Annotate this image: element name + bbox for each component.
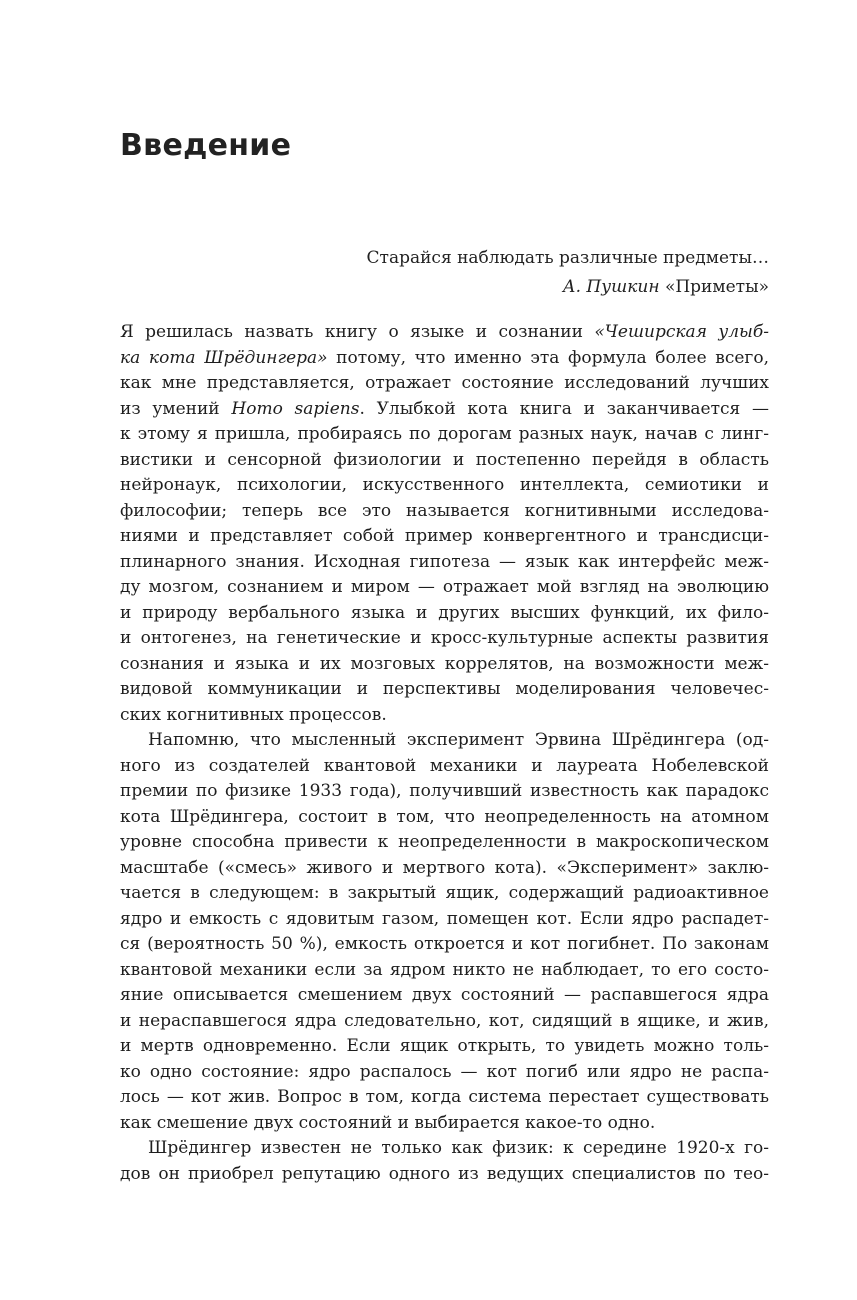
text-line: [120, 754, 769, 780]
text-run: лось — кот жив. Вопрос в том, когда система перестает существовать: [120, 1087, 769, 1107]
text-run: премии по физике 1933 года), получивший известность как парадокс: [120, 781, 769, 801]
text-line: [120, 346, 769, 372]
text-run: видовой коммуникации и перспективы моделирования человечес-: [120, 679, 769, 699]
text-run: ниями и представляет собой пример конвергентного и трансдисци-: [120, 526, 769, 546]
text-line: [120, 499, 769, 525]
text-run: из умений: [120, 398, 232, 419]
text-line: [120, 320, 769, 346]
text-run: чается в следующем: в закрытый ящик, содержащий радиоактивное: [120, 883, 769, 903]
text-run: Шрёдингер известен не только как физик: к середине 1920-х го-: [148, 1138, 769, 1158]
text-run: уровне способна привести к неопределенности в макроскопическом: [120, 832, 769, 852]
text-line: [120, 983, 769, 1009]
text-line: [120, 907, 769, 933]
italic-run: «Чеширская улыб-: [594, 322, 769, 342]
text-run: яние описывается смешением двух состояний — распавшегося ядра: [120, 985, 769, 1005]
text-line: [120, 1034, 769, 1060]
text-line: [120, 371, 769, 397]
epigraph-source: «Приметы»: [664, 277, 769, 297]
text-run: кота Шрёдингера, состоит в том, что неопределенность на атомном: [120, 806, 769, 827]
text-run: масштабе («смесь» живого и мертвого кота). «Эксперимент» заклю-: [120, 857, 769, 878]
text-line: [120, 652, 769, 678]
text-run: ских когнитивных процессов.: [120, 704, 387, 725]
text-run: Я решилась назвать книгу о языке и сознании: [120, 322, 595, 342]
text-run: плинарного знания. Исходная гипотеза — язык как интерфейс меж-: [120, 551, 769, 572]
text-run: и онтогенез, на генетические и кросс-культурные аспекты развития: [120, 628, 769, 648]
text-run: и нераспавшегося ядра следовательно, кот, сидящий в ящике, и жив,: [120, 1010, 769, 1031]
epigraph-quote: Старайся наблюдать различные предметы…: [366, 248, 769, 268]
text-line: [120, 397, 769, 423]
epigraph: [169, 244, 769, 302]
text-line: [120, 524, 769, 550]
text-line: [120, 473, 769, 499]
text-run: и мертв одновременно. Если ящик открыть, то увидеть можно толь-: [120, 1036, 769, 1056]
text-line: [120, 856, 769, 882]
text-line: [120, 958, 769, 984]
text-run: ся (вероятность 50 %), емкость откроется и кот погибнет. По законам: [120, 934, 769, 954]
text-run: нейронаук, психологии, искусственного интеллекта, семиотики и: [120, 475, 769, 495]
text-line: [120, 728, 769, 754]
text-line: [120, 881, 769, 907]
text-line: [120, 1060, 769, 1086]
text-run: дов он приобрел репутацию одного из ведущих специалистов по тео-: [120, 1163, 769, 1184]
text-line: [120, 1111, 769, 1137]
text-run: . Улыбкой кота книга и заканчивается —: [359, 398, 769, 419]
body-text: [120, 320, 769, 1187]
text-run: вистики и сенсорной физиологии и постепенно перейдя в область: [120, 449, 769, 470]
text-run: ядро и емкость с ядовитым газом, помещен кот. Если ядро распадет-: [120, 908, 769, 929]
text-run: к этому я пришла, пробираясь по дорогам разных наук, начав с линг-: [120, 424, 769, 444]
text-line: [120, 626, 769, 652]
text-line: [120, 1085, 769, 1111]
italic-run: Homo sapiens: [231, 398, 360, 419]
text-line: [120, 805, 769, 831]
text-line: [120, 601, 769, 627]
text-run: как смешение двух состояний и выбирается какое-то одно.: [120, 1112, 656, 1133]
text-line: [120, 575, 769, 601]
text-line: [120, 932, 769, 958]
paragraph: [120, 1136, 769, 1187]
paragraph: [120, 320, 769, 728]
text-run: философии; теперь все это называется когнитивными исследова-: [120, 500, 769, 521]
text-line: [120, 779, 769, 805]
text-run: сознания и языка и их мозговых коррелятов, на возможности меж-: [120, 653, 769, 674]
text-run: ко одно состояние: ядро распалось — кот погиб или ядро не распа-: [120, 1061, 769, 1082]
italic-run: ка кота Шрёдингера»: [120, 347, 328, 368]
text-line: [120, 422, 769, 448]
text-run: Напомню, что мысленный эксперимент Эрвина Шрёдингера (од-: [148, 730, 769, 750]
text-run: потому, что именно эта формула более всего,: [327, 347, 769, 368]
text-run: квантовой механики если за ядром никто не наблюдает, то его состо-: [120, 959, 769, 980]
text-run: как мне представляется, отражает состояние исследований лучших: [120, 373, 769, 393]
paragraph: [120, 728, 769, 1136]
text-line: [120, 1162, 769, 1188]
text-run: ду мозгом, сознанием и миром — отражает мой взгляд на эволюцию: [120, 577, 769, 597]
text-run: ного из создателей квантовой механики и лауреата Нобелевской: [120, 755, 769, 776]
text-line: [120, 830, 769, 856]
text-line: [120, 550, 769, 576]
text-line: [120, 1136, 769, 1162]
text-line: [120, 448, 769, 474]
text-line: [120, 677, 769, 703]
text-run: и природу вербального языка и других высших функций, их фило-: [120, 602, 769, 623]
text-line: [120, 1009, 769, 1035]
epigraph-author: А. Пушкин: [562, 277, 660, 297]
text-line: [120, 703, 769, 729]
chapter-title: Введение: [120, 128, 292, 163]
epigraph-attribution: [169, 273, 769, 302]
